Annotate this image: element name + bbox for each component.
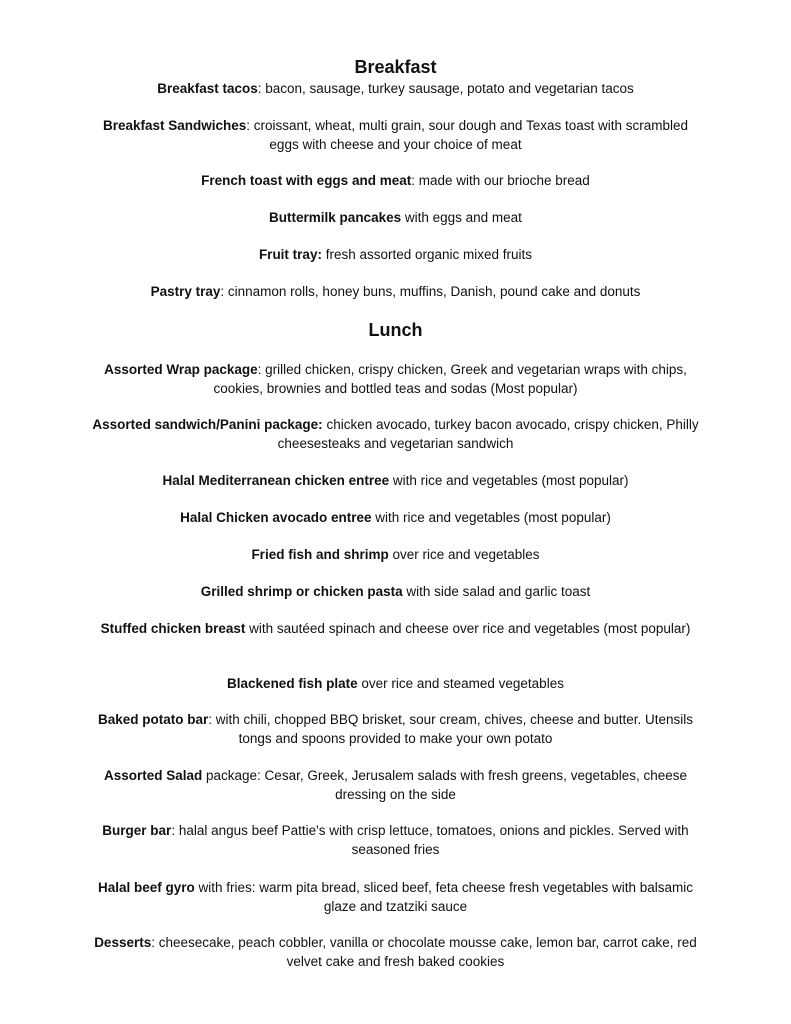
section-heading-lunch: Lunch: [368, 320, 423, 340]
menu-item-breakfast-tacos: [90, 79, 701, 98]
menu-item-name: Buttermilk pancakes: [269, 210, 402, 225]
menu-item-name: Halal Chicken avocado entree: [180, 510, 372, 525]
menu-item-name: Desserts: [94, 935, 152, 950]
menu-item-buttermilk-pancakes: [90, 208, 701, 227]
menu-item-stuffed-chicken-breast: [90, 619, 701, 638]
menu-item-fruit-tray: [90, 245, 701, 264]
menu-item-name: Burger bar: [102, 823, 172, 838]
menu-item-french-toast: [90, 171, 701, 190]
menu-item-description: fresh assorted organic mixed fruits: [321, 247, 533, 262]
menu-item-description: over rice and vegetables: [388, 547, 540, 562]
menu-item-description: chicken avocado, turkey bacon avocado, crispy chicken, Philly cheesesteaks and vegetarian sandwich: [277, 417, 699, 451]
menu-item-name: French toast with eggs and meat: [201, 173, 412, 188]
menu-item-name: Baked potato bar: [97, 712, 209, 727]
menu-item-name: Blackened fish plate: [227, 676, 358, 691]
menu-item-description: with rice and vegetables (most popular): [371, 510, 611, 525]
menu-item-description: with sautéed spinach and cheese over rice and vegetables (most popular): [245, 621, 691, 636]
menu-item-shrimp-chicken-pasta: [90, 582, 701, 601]
menu-item-description: : cheesecake, peach cobbler, vanilla or chocolate mousse cake, lemon bar, carrot cake, red velvet cake and fresh baked cookies: [151, 935, 697, 969]
menu-item-name: Grilled shrimp or chicken pasta: [200, 584, 403, 599]
menu-item-description: : grilled chicken, crispy chicken, Greek and vegetarian wraps with chips, cookies, brownies and bottled teas and sodas (Most popular): [213, 362, 687, 396]
menu-item-description: over rice and steamed vegetables: [357, 676, 564, 691]
menu-item-description: : cinnamon rolls, honey buns, muffins, Danish, pound cake and donuts: [220, 284, 641, 299]
menu-item-name: Assorted Wrap package: [104, 362, 258, 377]
menu-item-wrap-package: [90, 360, 701, 398]
menu-item-chicken-avocado: [90, 508, 701, 527]
menu-item-name: Breakfast Sandwiches: [102, 118, 247, 133]
menu-item-description: : made with our brioche bread: [411, 173, 590, 188]
menu-item-description: with rice and vegetables (most popular): [389, 473, 629, 488]
menu-item-name: Fruit tray:: [258, 247, 322, 262]
menu-item-breakfast-sandwiches: [90, 116, 701, 154]
menu-item-pastry-tray: [90, 282, 701, 301]
menu-item-description: with eggs and meat: [401, 210, 522, 225]
menu-item-description: with side salad and garlic toast: [402, 584, 591, 599]
menu-item-name: Assorted Salad: [103, 768, 203, 783]
menu-item-mediterranean-chicken: [90, 471, 701, 490]
menu-item-fried-fish-shrimp: [90, 545, 701, 564]
section-heading-breakfast: Breakfast: [354, 57, 437, 77]
menu-item-name: Pastry tray: [150, 284, 221, 299]
menu-item-description: : with chili, chopped BBQ brisket, sour cream, chives, cheese and butter. Utensils tongs and spoons provided to make your own potato: [208, 712, 693, 746]
menu-item-description: : bacon, sausage, turkey sausage, potato and vegetarian tacos: [257, 81, 634, 96]
menu-item-name: Stuffed chicken breast: [100, 621, 246, 636]
menu-item-description: package: Cesar, Greek, Jerusalem salads with fresh greens, vegetables, cheese dressing on the side: [202, 768, 688, 802]
menu-item-burger-bar: [90, 821, 701, 859]
menu-item-name: Assorted sandwich/Panini package:: [92, 417, 323, 432]
menu-item-description: with fries: warm pita bread, sliced beef, feta cheese fresh vegetables with balsamic glaze and tzatziki sauce: [194, 880, 694, 914]
menu-item-desserts: [90, 933, 701, 971]
menu-item-description: : halal angus beef Pattie's with crisp lettuce, tomatoes, onions and pickles. Served with seasoned fries: [171, 823, 689, 857]
menu-item-baked-potato-bar: [90, 710, 701, 748]
menu-item-name: Fried fish and shrimp: [251, 547, 389, 562]
menu-item-blackened-fish: [90, 674, 701, 693]
menu-item-name: Halal beef gyro: [97, 880, 195, 895]
menu-item-description: : croissant, wheat, multi grain, sour dough and Texas toast with scrambled eggs with cheese and your choice of meat: [246, 118, 689, 152]
menu-item-name: Halal Mediterranean chicken entree: [162, 473, 390, 488]
menu-item-name: Breakfast tacos: [157, 81, 258, 96]
menu-item-sandwich-panini-package: [90, 415, 701, 453]
menu-item-beef-gyro: [90, 878, 701, 916]
menu-item-salad-package: [90, 766, 701, 804]
